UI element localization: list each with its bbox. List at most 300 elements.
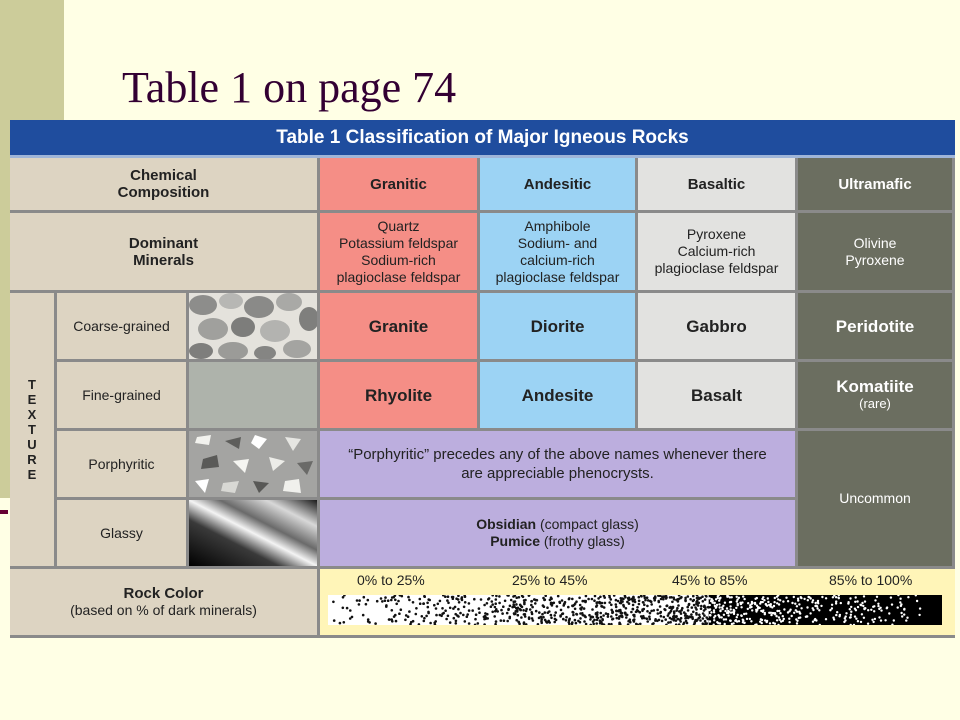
dark-dot <box>547 611 550 614</box>
dark-dot <box>596 604 599 607</box>
light-dot <box>891 603 893 605</box>
rock-komatiite <box>798 362 955 431</box>
dark-dot <box>600 616 603 619</box>
dark-dot <box>495 608 498 611</box>
dark-dot <box>615 614 618 617</box>
light-dot <box>726 607 728 609</box>
light-dot <box>854 615 856 617</box>
color-range-3: 45% to 85% <box>672 572 748 588</box>
light-dot <box>785 597 787 599</box>
dark-dot <box>700 605 703 608</box>
dark-dot <box>517 607 520 610</box>
dark-dot <box>483 618 486 621</box>
light-dot <box>840 602 842 604</box>
light-dot <box>737 614 739 616</box>
light-dot <box>743 598 745 600</box>
dark-dot <box>616 617 619 620</box>
dark-dot <box>601 619 604 622</box>
dark-dot <box>380 597 383 600</box>
dark-dot <box>381 600 384 603</box>
light-dot <box>809 612 811 614</box>
dark-dot <box>644 599 647 602</box>
dark-dot <box>577 620 580 623</box>
light-dot <box>857 620 859 622</box>
light-dot <box>874 599 876 601</box>
dark-dot <box>390 599 393 602</box>
dark-dot <box>591 598 594 601</box>
dark-dot <box>568 618 571 621</box>
dark-dot <box>550 617 553 620</box>
dark-dot <box>703 609 706 612</box>
dark-dot <box>408 599 411 602</box>
dark-dot <box>699 619 702 622</box>
glassy-obsidian <box>476 516 639 533</box>
dark-dot <box>429 622 432 625</box>
light-dot <box>769 605 771 607</box>
light-dot <box>799 612 801 614</box>
dark-dot <box>449 607 452 610</box>
light-dot <box>724 610 726 612</box>
light-dot <box>863 617 865 619</box>
light-dot <box>805 616 807 618</box>
dark-dot <box>675 619 678 622</box>
light-dot <box>888 612 890 614</box>
col-andesitic-header: Andesitic <box>480 158 638 213</box>
dark-dot <box>688 604 691 607</box>
dark-dot <box>621 600 624 603</box>
light-dot <box>760 610 762 612</box>
light-dot <box>723 614 725 616</box>
dark-dot <box>374 622 377 625</box>
dark-dot <box>610 609 613 612</box>
dark-dot <box>654 595 657 598</box>
mineral-line: Olivine <box>853 234 897 251</box>
light-dot <box>794 603 796 605</box>
light-dot <box>849 608 851 610</box>
dark-dot <box>358 603 361 606</box>
dark-dot <box>571 604 574 607</box>
coarse-grained-swatch <box>189 293 320 362</box>
dark-dot <box>513 605 516 608</box>
mineral-line: Quartz <box>377 217 420 234</box>
dark-dot <box>568 598 571 601</box>
dark-dot <box>474 618 477 621</box>
dark-dot <box>487 598 490 601</box>
coarse-grained-texture-image <box>189 293 317 359</box>
dark-dot <box>447 615 450 618</box>
andesitic-minerals <box>480 213 638 293</box>
dark-dot <box>449 621 452 624</box>
light-dot <box>787 600 789 602</box>
light-dot <box>899 601 901 603</box>
row-label-dominant-text: Dominant Minerals <box>128 234 199 269</box>
dark-dot <box>630 611 633 614</box>
light-dot <box>715 606 717 608</box>
light-dot <box>778 610 780 612</box>
rock-komatiite-note: (rare) <box>859 396 891 411</box>
light-dot <box>821 596 823 598</box>
mineral-line: plagioclase feldspar <box>654 260 779 276</box>
dark-dot <box>698 614 701 617</box>
dark-dot <box>694 619 697 622</box>
rock-gabbro: Gabbro <box>638 293 798 362</box>
dark-dot <box>676 607 679 610</box>
dark-dot <box>650 610 653 613</box>
dark-dot <box>649 612 652 615</box>
light-dot <box>850 614 852 616</box>
dark-dot <box>574 602 577 605</box>
light-dot <box>736 598 738 600</box>
dark-dot <box>437 603 440 606</box>
dark-dot <box>528 616 531 619</box>
light-dot <box>825 597 827 599</box>
dark-dot <box>704 598 707 601</box>
light-dot <box>730 620 732 622</box>
mineral-line: Sodium- and <box>517 234 598 251</box>
dark-dot <box>491 600 494 603</box>
row-label-chemical-text: Chemical Composition <box>117 167 210 201</box>
rock-basalt: Basalt <box>638 362 798 431</box>
dark-dot <box>423 595 426 598</box>
light-dot <box>861 602 863 604</box>
light-dot <box>825 618 827 620</box>
light-dot <box>760 618 762 620</box>
dark-dot <box>565 619 568 622</box>
dark-dot <box>415 607 418 610</box>
dark-dot <box>684 614 687 617</box>
dark-dot <box>592 616 595 619</box>
dark-dot <box>332 601 335 604</box>
row-label-dominant <box>10 213 320 293</box>
light-dot <box>714 602 716 604</box>
dark-dot <box>643 604 646 607</box>
mineral-line: Pyroxene <box>686 226 747 242</box>
dark-dot <box>519 609 522 612</box>
dark-dot <box>523 601 526 604</box>
dark-dot <box>408 610 411 613</box>
dark-dot <box>491 611 494 614</box>
dark-dot <box>696 603 699 606</box>
light-dot <box>795 609 797 611</box>
dark-dot <box>495 620 498 623</box>
dark-dot <box>608 596 611 599</box>
light-dot <box>867 609 869 611</box>
texture-fine: Fine-grained <box>57 362 189 431</box>
light-dot <box>769 622 771 624</box>
dark-dot <box>426 602 429 605</box>
dark-dot <box>423 617 426 620</box>
dark-dot <box>451 596 454 599</box>
dark-dot <box>638 603 641 606</box>
pumice-desc: (frothy glass) <box>540 533 625 549</box>
light-dot <box>833 618 835 620</box>
light-dot <box>876 596 878 598</box>
dark-dot <box>664 618 667 621</box>
light-dot <box>737 603 739 605</box>
dark-dot <box>673 614 676 617</box>
light-dot <box>778 616 780 618</box>
dark-dot <box>595 602 598 605</box>
light-dot <box>783 608 785 610</box>
dark-dot <box>704 620 707 623</box>
dark-dot <box>475 613 478 616</box>
light-dot <box>762 609 764 611</box>
dark-dot <box>339 622 342 625</box>
slide-accent <box>0 510 8 514</box>
dark-dot <box>427 611 430 614</box>
light-dot <box>880 609 882 611</box>
dark-dot <box>615 610 618 613</box>
light-dot <box>820 605 822 607</box>
light-dot <box>812 609 814 611</box>
dark-dot <box>615 603 618 606</box>
dark-dot <box>687 595 690 598</box>
dark-dot <box>455 597 458 600</box>
dark-dot <box>625 607 628 610</box>
dark-dot <box>669 617 672 620</box>
light-dot <box>721 616 723 618</box>
dark-dot <box>632 600 635 603</box>
light-dot <box>849 597 851 599</box>
dark-dot <box>530 600 533 603</box>
dark-dot <box>554 618 557 621</box>
light-dot <box>880 619 882 621</box>
slide-title: Table 1 on page 74 <box>122 63 457 112</box>
dark-dot <box>669 596 672 599</box>
light-dot <box>767 601 769 603</box>
dark-dot <box>397 600 400 603</box>
dark-dot <box>363 596 366 599</box>
light-dot <box>893 619 895 621</box>
dark-dot <box>534 602 537 605</box>
light-dot <box>736 620 738 622</box>
texture-letters <box>27 377 36 482</box>
dark-dot <box>701 595 704 598</box>
light-dot <box>788 618 790 620</box>
dark-dot <box>483 604 486 607</box>
dark-dot <box>509 605 512 608</box>
dark-dot <box>508 617 511 620</box>
light-dot <box>736 596 738 598</box>
dark-dot <box>646 617 649 620</box>
light-dot <box>874 618 876 620</box>
light-dot <box>727 612 729 614</box>
dark-dot <box>514 600 517 603</box>
dark-dot <box>612 611 615 614</box>
basaltic-minerals <box>638 213 798 293</box>
dark-dot <box>579 604 582 607</box>
dark-dot <box>522 609 525 612</box>
light-dot <box>900 605 902 607</box>
dark-dot <box>425 615 428 618</box>
light-dot <box>730 608 732 610</box>
dark-dot <box>365 603 368 606</box>
dark-dot <box>608 601 611 604</box>
light-dot <box>708 597 710 599</box>
dark-dot <box>657 612 660 615</box>
light-dot <box>742 619 744 621</box>
dark-dot <box>653 609 656 612</box>
dark-dot <box>628 602 631 605</box>
dark-dot <box>600 605 603 608</box>
light-dot <box>750 620 752 622</box>
light-dot <box>768 612 770 614</box>
light-dot <box>863 595 865 597</box>
dark-dot <box>478 611 481 614</box>
dark-dot <box>661 620 664 623</box>
light-dot <box>765 604 767 606</box>
light-dot <box>900 612 902 614</box>
dark-dot <box>468 602 471 605</box>
dark-dot <box>433 604 436 607</box>
light-dot <box>795 618 797 620</box>
dark-dot <box>695 612 698 615</box>
dark-dot <box>593 619 596 622</box>
dark-dot <box>398 612 401 615</box>
dark-dot <box>659 605 662 608</box>
dark-dot <box>686 616 689 619</box>
light-dot <box>850 606 852 608</box>
light-dot <box>877 603 879 605</box>
dark-dot <box>515 603 518 606</box>
dark-dot <box>515 596 518 599</box>
dark-dot <box>562 618 565 621</box>
light-dot <box>878 608 880 610</box>
texture-porphyritic: Porphyritic <box>57 431 189 500</box>
dark-dot <box>643 608 646 611</box>
dark-dot <box>547 620 550 623</box>
light-dot <box>815 602 817 604</box>
dark-dot <box>494 602 497 605</box>
igneous-rock-table <box>10 120 955 638</box>
dark-dot <box>423 620 426 623</box>
dark-dot <box>685 620 688 623</box>
texture-letter: U <box>27 437 37 452</box>
mineral-line: Calcium-rich <box>677 243 756 259</box>
dark-dot <box>597 597 600 600</box>
col-basaltic-header: Basaltic <box>638 158 798 213</box>
dark-dot <box>502 605 505 608</box>
light-dot <box>725 618 727 620</box>
dark-dot <box>553 602 556 605</box>
dark-dot <box>642 601 645 604</box>
light-dot <box>807 599 809 601</box>
mineral-line: plagioclase feldspar <box>336 268 461 285</box>
light-dot <box>812 621 814 623</box>
dark-dot <box>695 608 698 611</box>
light-dot <box>779 599 781 601</box>
dark-dot <box>455 620 458 623</box>
dark-dot <box>535 610 538 613</box>
dark-dot <box>574 619 577 622</box>
dark-dot <box>435 614 438 617</box>
dark-dot <box>513 612 516 615</box>
dark-dot <box>550 614 553 617</box>
light-dot <box>749 604 751 606</box>
dark-dot <box>422 602 425 605</box>
dark-dot <box>675 599 678 602</box>
dark-dot <box>702 617 705 620</box>
light-dot <box>918 614 920 616</box>
texture-letter: T <box>28 377 36 392</box>
light-dot <box>730 601 732 603</box>
dark-dot <box>419 602 422 605</box>
mineral-line: Sodium-rich <box>361 251 436 268</box>
light-dot <box>779 612 781 614</box>
dark-dot <box>599 622 602 625</box>
dark-dot <box>621 597 624 600</box>
dark-dot <box>559 615 562 618</box>
dark-dot <box>478 607 481 610</box>
dark-dot <box>407 596 410 599</box>
light-dot <box>899 598 901 600</box>
dark-dot <box>464 620 467 623</box>
dark-dot <box>531 606 534 609</box>
dark-dot <box>457 615 460 618</box>
dark-dot <box>646 610 649 613</box>
dark-dot <box>581 606 584 609</box>
dark-dot <box>571 598 574 601</box>
dark-dot <box>531 613 534 616</box>
light-dot <box>835 596 837 598</box>
dark-dot <box>493 615 496 618</box>
light-dot <box>877 605 879 607</box>
dark-dot <box>486 602 489 605</box>
dark-dot <box>556 605 559 608</box>
dark-dot <box>595 622 598 625</box>
dark-dot <box>660 615 663 618</box>
dark-dot <box>400 608 403 611</box>
light-dot <box>816 605 818 607</box>
light-dot <box>878 616 880 618</box>
dark-dot <box>672 596 675 599</box>
dark-dot <box>700 607 703 610</box>
light-dot <box>746 618 748 620</box>
dark-dot <box>455 622 458 625</box>
col-ultramafic-header: Ultramafic <box>798 158 955 213</box>
texture-letter: E <box>27 467 37 482</box>
light-dot <box>735 607 737 609</box>
dark-dot <box>458 601 461 604</box>
dark-dot <box>574 608 577 611</box>
color-range-1: 0% to 25% <box>357 572 425 588</box>
dark-dot <box>490 605 493 608</box>
dark-dot <box>433 622 436 625</box>
light-dot <box>859 604 861 606</box>
glassy-rocks <box>320 500 798 569</box>
light-dot <box>907 596 909 598</box>
dark-dot <box>540 616 543 619</box>
light-dot <box>709 620 711 622</box>
dark-dot <box>638 596 641 599</box>
dark-dot <box>536 599 539 602</box>
dark-dot <box>390 618 393 621</box>
dark-dot <box>681 607 684 610</box>
dark-dot <box>625 616 628 619</box>
light-dot <box>861 613 863 615</box>
light-dot <box>839 614 841 616</box>
dark-dot <box>595 613 598 616</box>
color-range-2: 25% to 45% <box>512 572 588 588</box>
dark-dot <box>549 599 552 602</box>
mineral-line: plagioclase feldspar <box>495 268 620 285</box>
dark-dot <box>703 614 706 617</box>
light-dot <box>873 605 875 607</box>
dark-dot <box>498 602 501 605</box>
dark-dot <box>484 612 487 615</box>
dark-dot <box>624 612 627 615</box>
light-dot <box>831 607 833 609</box>
